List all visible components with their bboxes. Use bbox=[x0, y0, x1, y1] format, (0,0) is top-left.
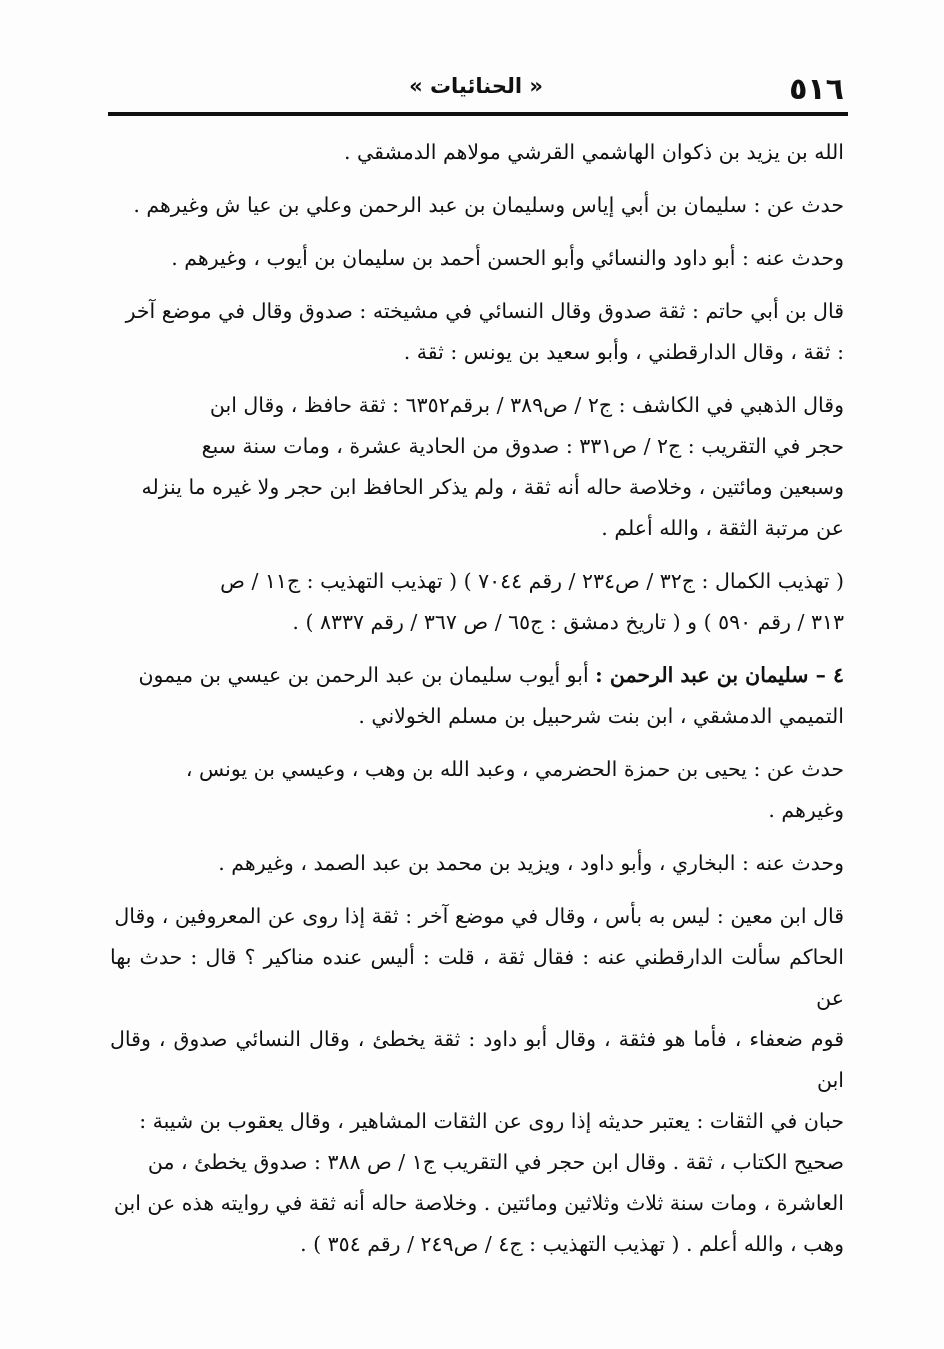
paragraph: وحدث عنه : البخاري ، وأبو داود ، ويزيد بن محمد بن عبد الصمد ، وغيرهم . bbox=[218, 851, 844, 875]
paragraph: قال بن أبي حاتم : ثقة صدوق وقال النسائي في مشيخته : صدوق وقال في موضع آخر : ثقة ، وقال الدارقطني ، وأبو سعيد بن يونس : ثقة . bbox=[125, 299, 844, 364]
narrator-entry bbox=[110, 655, 844, 737]
paragraph: وقال الذهبي في الكاشف : ج٢ / ص٣٨٩ / برقم٦٣٥٢ : ثقة حافظ ، وقال ابن حجر في التقريب : ج٢ / ص٣٣١ : صدوق من الحادية عشرة ، ومات سنة سبع وسبعين ومائتين ، وخلاصة حاله أنه ثقة ، ولم يذكر الحافظ ابن حجر ولا غيره ما ينزله عن مرتبة الثقة ، والله أعلم . bbox=[141, 393, 844, 540]
paragraph: حدث عن : يحيى بن حمزة الحضرمي ، وعبد الله بن وهب ، وعيسي بن يونس ، وغيرهم . bbox=[185, 757, 844, 822]
paragraph: قال ابن معين : ليس به بأس ، وقال في موضع آخر : ثقة إذا روى عن المعروفين ، وقال الحاكم سألت الدارقطني عنه : فقال ثقة ، قلت : أليس عنده مناكير ؟ قال : حدث بها عن قوم ضعفاء ، فأما هو فثقة ، وقال أبو داود : ثقة يخطئ ، وقال النسائي صدوق ، وقال ابن حبان في الثقات : يعتبر حديثه إذا روى عن الثقات المشاهير ، وقال يعقوب بن شيبة : صحيح الكتاب ، ثقة . وقال ابن حجر في التقريب ج١ / ص ٣٨٨ : صدوق يخطئ ، من العاشرة ، ومات سنة ثلاث وثلاثين ومائتين . وخلاصة حاله أنه ثقة في روايته هذه عن ابن وهب ، والله أعلم . ( تهذيب التهذيب : ج٤ / ص٢٤٩ / رقم ٣٥٤ ) . bbox=[110, 904, 844, 1256]
narrator-description: أبو أيوب سليمان بن عبد الرحمن بن عيسي بن ميمون التميمي الدمشقي ، ابن بنت شرحبيل بن مسلم الخولاني . bbox=[138, 663, 844, 728]
paragraph: وحدث عنه : أبو داود والنسائي وأبو الحسن أحمد بن سليمان بن أيوب ، وغيرهم . bbox=[171, 246, 844, 270]
page-number: ٥١٦ bbox=[789, 72, 844, 107]
page-header bbox=[108, 70, 844, 110]
paragraph: ( تهذيب الكمال : ج٣٢ / ص٢٣٤ / رقم ٧٠٤٤ ) ( تهذيب التهذيب : ج١١ / ص ٣١٣ / رقم ٥٩٠ ) و ( تاريخ دمشق : ج٦٥ / ص ٣٦٧ / رقم ٨٣٣٧ ) . bbox=[220, 569, 844, 634]
narrator-heading: ٤ – سليمان بن عبد الرحمن : bbox=[595, 663, 844, 687]
running-title: « الحنائيات » bbox=[409, 74, 543, 98]
paragraph: حدث عن : سليمان بن أبي إياس وسليمان بن عبد الرحمن وعلي بن عيا ش وغيرهم . bbox=[133, 193, 844, 217]
header-rule bbox=[108, 112, 848, 116]
page-body bbox=[110, 132, 844, 1277]
paragraph: الله بن يزيد بن ذكوان الهاشمي القرشي مولاهم الدمشقي . bbox=[344, 140, 844, 164]
